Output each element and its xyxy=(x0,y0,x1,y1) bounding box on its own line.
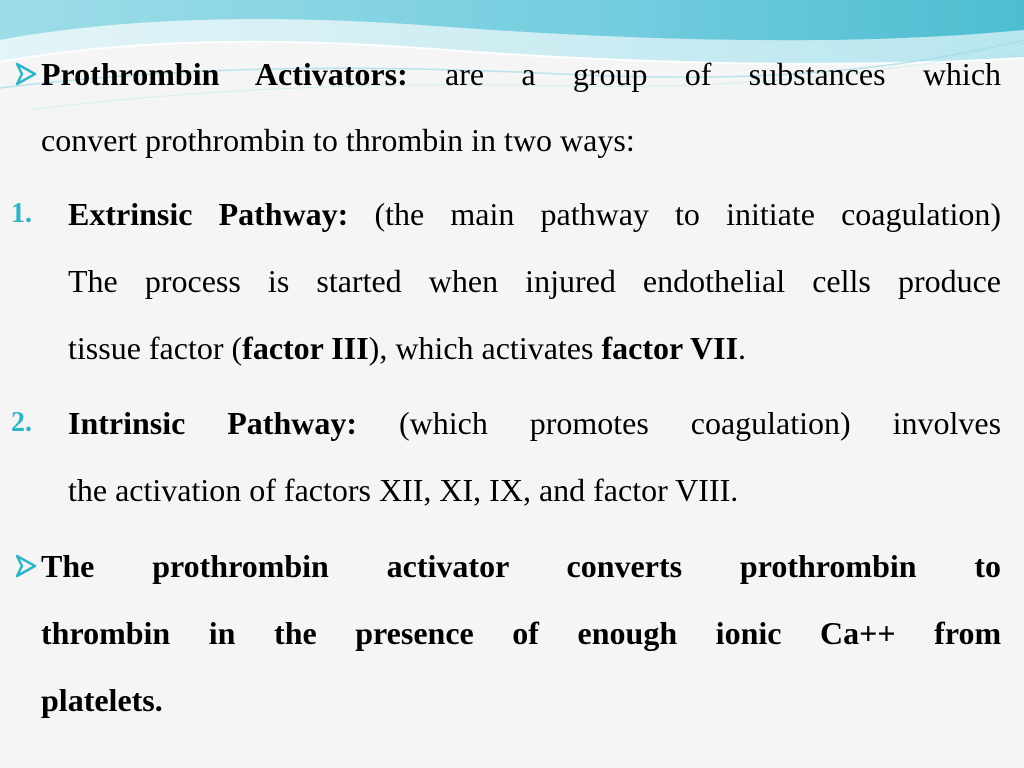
bullet-2-line-2 xyxy=(41,613,1001,653)
pathway-1-line-2: The process is started when injured endothelial cells produce xyxy=(68,263,1001,299)
pathway-1-line-3-mid: ), which activates xyxy=(368,330,602,366)
bullet-2-word: activator xyxy=(386,548,509,584)
pathway-1-title: Extrinsic Pathway: xyxy=(68,196,349,232)
bullet-2-word: converts xyxy=(566,548,683,584)
bullet-2-word: thrombin xyxy=(41,615,171,651)
bullet-2-word: in xyxy=(208,615,236,651)
arrow-bullet-icon xyxy=(13,54,39,94)
bullet-1-line-1 xyxy=(41,54,1001,94)
factor-iii: factor III xyxy=(242,330,369,366)
bullet-1-line-2: convert prothrombin to thrombin in two ways: xyxy=(41,122,635,158)
pathway-1-line-3 xyxy=(68,328,746,368)
arrow-bullet-icon xyxy=(13,546,39,586)
bullet-1-text: are a group of substances which xyxy=(445,56,1002,92)
bullet-2-word: prothrombin xyxy=(739,548,917,584)
factor-vii: factor VII xyxy=(601,330,739,366)
pathway-2-word: coagulation) xyxy=(690,405,851,441)
pathway-2-word: (which xyxy=(398,405,488,441)
pathway-2-number: 2. xyxy=(11,407,32,438)
bullet-2-line-3: platelets. xyxy=(41,682,163,718)
bullet-2-word: of xyxy=(512,615,539,651)
pathway-2-title: Intrinsic Pathway: xyxy=(68,405,358,441)
bullet-2-word: ionic xyxy=(715,615,782,651)
bullet-2-word: from xyxy=(934,615,1002,651)
bullet-2-word: Ca++ xyxy=(820,615,896,651)
pathway-1-line-3-pre: tissue factor ( xyxy=(68,330,243,366)
pathway-1-line-3-post: . xyxy=(738,330,747,366)
pathway-1-subtitle: (the main pathway to initiate coagulation) xyxy=(374,196,1002,232)
pathway-2-word: involves xyxy=(892,405,1002,441)
pathway-1-line-1 xyxy=(68,194,1001,234)
bullet-2-line-1 xyxy=(41,546,1001,586)
bullet-2-word: The xyxy=(41,548,95,584)
pathway-2-line-1 xyxy=(68,403,1001,443)
bullet-2-word: prothrombin xyxy=(152,548,329,584)
pathway-1-number: 1. xyxy=(11,198,32,229)
bullet-2-word: the xyxy=(274,615,317,651)
bullet-2-word: to xyxy=(974,548,1002,584)
bullet-1-lead: Prothrombin Activators: xyxy=(41,56,408,92)
bullet-2-word: enough xyxy=(577,615,678,651)
pathway-2-line-2: the activation of factors XII, XI, IX, and factor VIII. xyxy=(68,472,739,508)
bullet-2-word: presence xyxy=(355,615,474,651)
pathway-2-word: promotes xyxy=(529,405,649,441)
